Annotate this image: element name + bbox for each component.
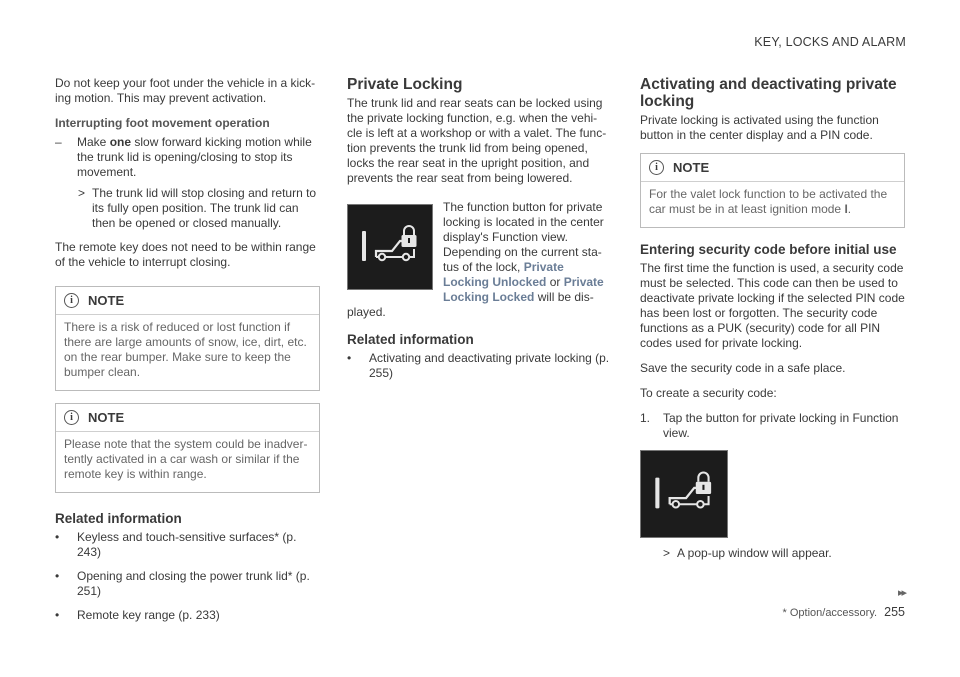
result-text: A pop-up window will appear. bbox=[677, 546, 832, 560]
step-text: Tap the button for private locking in Function view. bbox=[663, 411, 899, 440]
note-title: NOTE bbox=[673, 160, 710, 175]
subsection-heading: Entering security code before initial use bbox=[640, 242, 897, 257]
bullet: • bbox=[55, 608, 60, 622]
continue-arrows-icon: ▸▸ bbox=[897, 587, 905, 599]
note-title: NOTE bbox=[88, 410, 125, 425]
related-link[interactable]: Keyless and touch-sensitive surfaces* (p. 243) bbox=[77, 530, 297, 559]
list-item[interactable] bbox=[55, 569, 320, 599]
note-header bbox=[56, 287, 319, 315]
related-link[interactable]: Activating and deactivating private locking (p. 255) bbox=[369, 351, 610, 380]
result-marker: > bbox=[663, 546, 671, 560]
info-icon: i bbox=[64, 410, 79, 425]
column-1 bbox=[55, 76, 320, 632]
list-item[interactable] bbox=[55, 530, 320, 560]
note-header bbox=[641, 154, 904, 182]
note-body: Please note that the system could be inadver-tently activated in a car wash or similar if the remote key is within range. bbox=[64, 437, 308, 481]
related-heading: Related information bbox=[55, 511, 182, 526]
bullet: • bbox=[55, 569, 60, 583]
function-description bbox=[347, 200, 612, 320]
section-title: Activating and deactivating private locking bbox=[640, 76, 897, 110]
page-number: 255 bbox=[884, 605, 905, 619]
step-result bbox=[78, 186, 320, 231]
note-box bbox=[640, 153, 905, 228]
paragraph-text: or bbox=[546, 275, 564, 289]
list-item[interactable] bbox=[55, 608, 320, 623]
bullet: • bbox=[347, 351, 352, 365]
note-title: NOTE bbox=[88, 293, 125, 308]
note-body: For the valet lock function to be activated the car must be in at least ignition mode I. bbox=[649, 187, 888, 216]
related-link[interactable]: Opening and closing the power trunk lid* (p. 251) bbox=[77, 569, 310, 598]
dash-marker: – bbox=[55, 135, 62, 149]
chapter-header: KEY, LOCKS AND ALARM bbox=[754, 35, 906, 49]
paragraph: Do not keep your foot under the vehicle in a kick-ing motion. This may prevent activation. bbox=[55, 76, 316, 105]
note-header bbox=[56, 404, 319, 432]
note-box bbox=[55, 286, 320, 391]
paragraph: To create a security code: bbox=[640, 386, 777, 400]
section-title: Private Locking bbox=[347, 76, 463, 93]
column-3 bbox=[640, 76, 905, 570]
paragraph-text: will be dis-played. bbox=[347, 290, 594, 319]
related-link[interactable]: Remote key range (p. 233) bbox=[77, 608, 220, 622]
step-number: 1. bbox=[640, 411, 651, 425]
bullet: • bbox=[55, 530, 60, 544]
paragraph: The trunk lid and rear seats can be locked using the private locking function, e.g. when the vehi-cle is left at a workshop or with a valet. The func-tion prevents the trunk lid from being opened, locks the rear seat in the upright position, and prevents the rear seat from being lowered. bbox=[347, 96, 607, 185]
result-text: The trunk lid will stop closing and return to its fully open position. The trunk lid can then be opened or closed manually. bbox=[92, 186, 317, 230]
result-marker: > bbox=[78, 186, 86, 200]
numbered-step bbox=[640, 411, 905, 441]
step-text: Make one slow forward kicking motion while the trunk lid is opening/closing to stop its movement. bbox=[77, 135, 312, 179]
private-locking-button-image bbox=[640, 450, 728, 538]
paragraph: Save the security code in a safe place. bbox=[640, 361, 846, 375]
paragraph: The remote key does not need to be within range of the vehicle to interrupt closing. bbox=[55, 240, 316, 269]
column-2 bbox=[347, 76, 612, 390]
subheading: Interrupting foot movement operation bbox=[55, 116, 270, 130]
note-body: There is a risk of reduced or lost function if there are large amounts of snow, ice, dirt, etc. on the rear bumper. Make sure to keep the bumper clean. bbox=[64, 320, 307, 379]
private-locking-car-lock-icon bbox=[641, 451, 727, 537]
list-item[interactable] bbox=[347, 351, 612, 381]
info-icon: i bbox=[64, 293, 79, 308]
step-result bbox=[663, 546, 905, 561]
paragraph-text: The function button for private locking is located in the center display's Function view. Depending on the current sta-tus of the lock, bbox=[443, 200, 604, 274]
related-heading: Related information bbox=[347, 332, 474, 347]
paragraph: Private locking is activated using the function button in the center display and a PIN code. bbox=[640, 113, 879, 142]
status-label-unlocked: Private Locking Unlocked bbox=[443, 260, 564, 289]
footnote: * Option/accessory. bbox=[782, 607, 878, 619]
private-locking-button-image bbox=[347, 204, 433, 290]
page-footer bbox=[783, 605, 905, 619]
paragraph: The first time the function is used, a security code must be selected. This code can then be used to deactivate private locking if the selected PIN code has been lost or forgotten. The security code functions as a PUK (security) code for all PIN codes used for private locking. bbox=[640, 261, 905, 350]
private-locking-car-lock-icon bbox=[348, 205, 432, 289]
note-box bbox=[55, 403, 320, 493]
step-item bbox=[55, 135, 320, 180]
info-icon: i bbox=[649, 160, 664, 175]
status-label-locked: Private Locking Locked bbox=[443, 275, 604, 304]
